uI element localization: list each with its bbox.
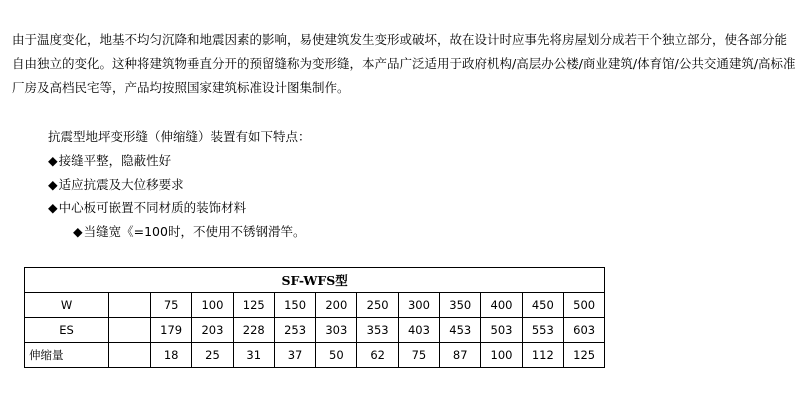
table-cell: 75 [398, 343, 439, 368]
table-cell: 400 [481, 293, 522, 318]
table-cell: 403 [398, 318, 439, 343]
table-cell-empty [109, 343, 151, 368]
table-title-row [25, 268, 605, 293]
table-cell: 203 [192, 318, 233, 343]
row-label-expansion: 伸缩量 [25, 343, 109, 368]
row-label-es: ES [25, 318, 109, 343]
table-cell: 503 [481, 318, 522, 343]
row-label-w: W [25, 293, 109, 318]
features-list [48, 149, 305, 243]
table-cell: 303 [316, 318, 357, 343]
table-cell: 37 [274, 343, 315, 368]
table-cell: 150 [274, 293, 315, 318]
feature-item [48, 149, 305, 173]
table-cell: 350 [440, 293, 481, 318]
feature-sub-item-text: 当缝宽《=100时，不使用不锈钢滑竿。 [83, 223, 306, 239]
diamond-bullet-icon: ◆ [48, 176, 58, 192]
table-cell-empty [109, 318, 151, 343]
table-cell: 75 [151, 293, 192, 318]
feature-item [48, 196, 305, 220]
spec-table [24, 267, 605, 368]
feature-sub-item [48, 220, 305, 244]
features-heading: 抗震型地坪变形缝（伸缩缝）装置有如下特点： [48, 129, 311, 144]
table-cell: 450 [522, 293, 563, 318]
table-cell: 25 [192, 343, 233, 368]
table-cell: 100 [481, 343, 522, 368]
table-row [25, 343, 605, 368]
table-cell: 200 [316, 293, 357, 318]
table-cell: 353 [357, 318, 398, 343]
table-cell: 87 [440, 343, 481, 368]
table-cell: 500 [563, 293, 604, 318]
feature-item-text: 接缝平整，隐蔽性好 [58, 153, 172, 168]
feature-item-text: 适应抗震及大位移要求 [58, 176, 184, 192]
table-cell: 18 [151, 343, 192, 368]
table-cell: 250 [357, 293, 398, 318]
diamond-bullet-icon: ◆ [48, 200, 58, 215]
table-title: SF-WFS型 [25, 268, 605, 293]
diamond-bullet-icon: ◆ [73, 223, 83, 239]
table-cell: 253 [274, 318, 315, 343]
table-cell-empty [109, 293, 151, 318]
feature-item [48, 173, 305, 197]
feature-item-text: 中心板可嵌置不同材质的装饰材料 [58, 200, 247, 215]
table-cell: 100 [192, 293, 233, 318]
table-cell: 603 [563, 318, 604, 343]
table-cell: 228 [233, 318, 274, 343]
table-cell: 453 [440, 318, 481, 343]
table-cell: 125 [563, 343, 604, 368]
table-cell: 62 [357, 343, 398, 368]
table-cell: 179 [151, 318, 192, 343]
table-row [25, 293, 605, 318]
table-cell: 553 [522, 318, 563, 343]
table-row [25, 318, 605, 343]
table-cell: 300 [398, 293, 439, 318]
intro-paragraph: 由于温度变化，地基不均匀沉降和地震因素的影响，易使建筑发生变形或破坏，故在设计时应事先将房屋划分成若干个独立部分，使各部分能自由独立的变化。这种将建筑物垂直分开的预留缝称为变形缝，本产品广泛适用于政府机构/高层办公楼/商业建筑/体育馆/公共交通建筑/高标准厂房及高档民宅等，产品均按照国家建筑标准设计图集制作。 [12, 32, 796, 95]
table-cell: 31 [233, 343, 274, 368]
table-cell: 50 [316, 343, 357, 368]
diamond-bullet-icon: ◆ [48, 153, 58, 168]
table-cell: 112 [522, 343, 563, 368]
table-cell: 125 [233, 293, 274, 318]
